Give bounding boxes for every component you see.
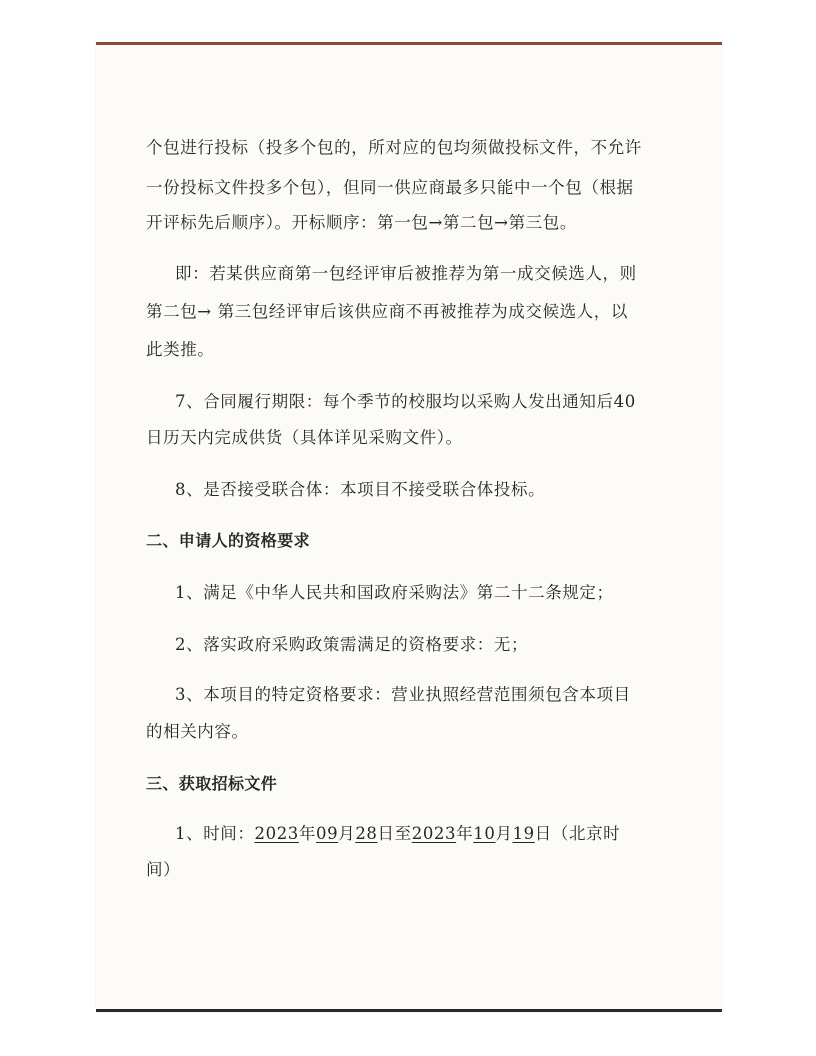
section2-heading: 二、申请人的资格要求 bbox=[146, 531, 311, 550]
example-line-1: 即：若某供应商第一包经评审后被推荐为第一成交候选人，则 bbox=[175, 264, 637, 283]
section2-item3-line-2: 的相关内容。 bbox=[146, 722, 249, 741]
year-char: 年 bbox=[298, 824, 317, 843]
start-year: 2023 bbox=[254, 824, 299, 843]
item8-line: 8、是否接受联合体：本项目不接受联合体投标。 bbox=[175, 480, 546, 499]
section3-heading: 三、获取招标文件 bbox=[146, 774, 278, 793]
intro-line-3: 开评标先后顺序）。开标顺序：第一包→第二包→第三包。 bbox=[146, 213, 578, 232]
time-prefix: 1、时间： bbox=[175, 824, 255, 843]
intro-line-1: 个包进行投标（投多个包的，所对应的包均须做投标文件，不允许 bbox=[146, 138, 642, 157]
start-month: 09 bbox=[316, 824, 339, 843]
intro-line-2: 一份投标文件投多个包），但同一供应商最多只能中一个包（根据 bbox=[146, 178, 634, 197]
year-char: 年 bbox=[456, 824, 474, 843]
end-year: 2023 bbox=[411, 824, 457, 843]
section2-item2: 2、落实政府采购政策需满足的资格要求：无； bbox=[175, 635, 529, 654]
end-day: 19 bbox=[512, 824, 535, 843]
start-day: 28 bbox=[355, 824, 378, 843]
section2-item3-line-1: 3、本项目的特定资格要求：营业执照经营范围须包含本项目 bbox=[175, 685, 631, 704]
section2-item1: 1、满足《中华人民共和国政府采购法》第二十二条规定； bbox=[175, 583, 614, 602]
item7-line-2: 日历天内完成供货（具体详见采购文件）。 bbox=[146, 428, 463, 447]
example-line-3: 此类推。 bbox=[146, 340, 215, 359]
example-line-2: 第二包→ 第三包经评审后该供应商不再被推荐为成交候选人，以 bbox=[146, 302, 628, 321]
day-to-char: 日至 bbox=[377, 824, 412, 843]
section3-time-line-1 bbox=[175, 824, 620, 844]
section3-time-line-2: 间） bbox=[146, 860, 181, 879]
month-char: 月 bbox=[338, 824, 356, 843]
month-char: 月 bbox=[495, 824, 513, 843]
item7-line-1: 7、合同履行期限：每个季节的校服均以采购人发出通知后40 bbox=[175, 392, 636, 411]
time-suffix: 日（北京时 bbox=[534, 824, 621, 843]
end-month: 10 bbox=[473, 824, 496, 843]
